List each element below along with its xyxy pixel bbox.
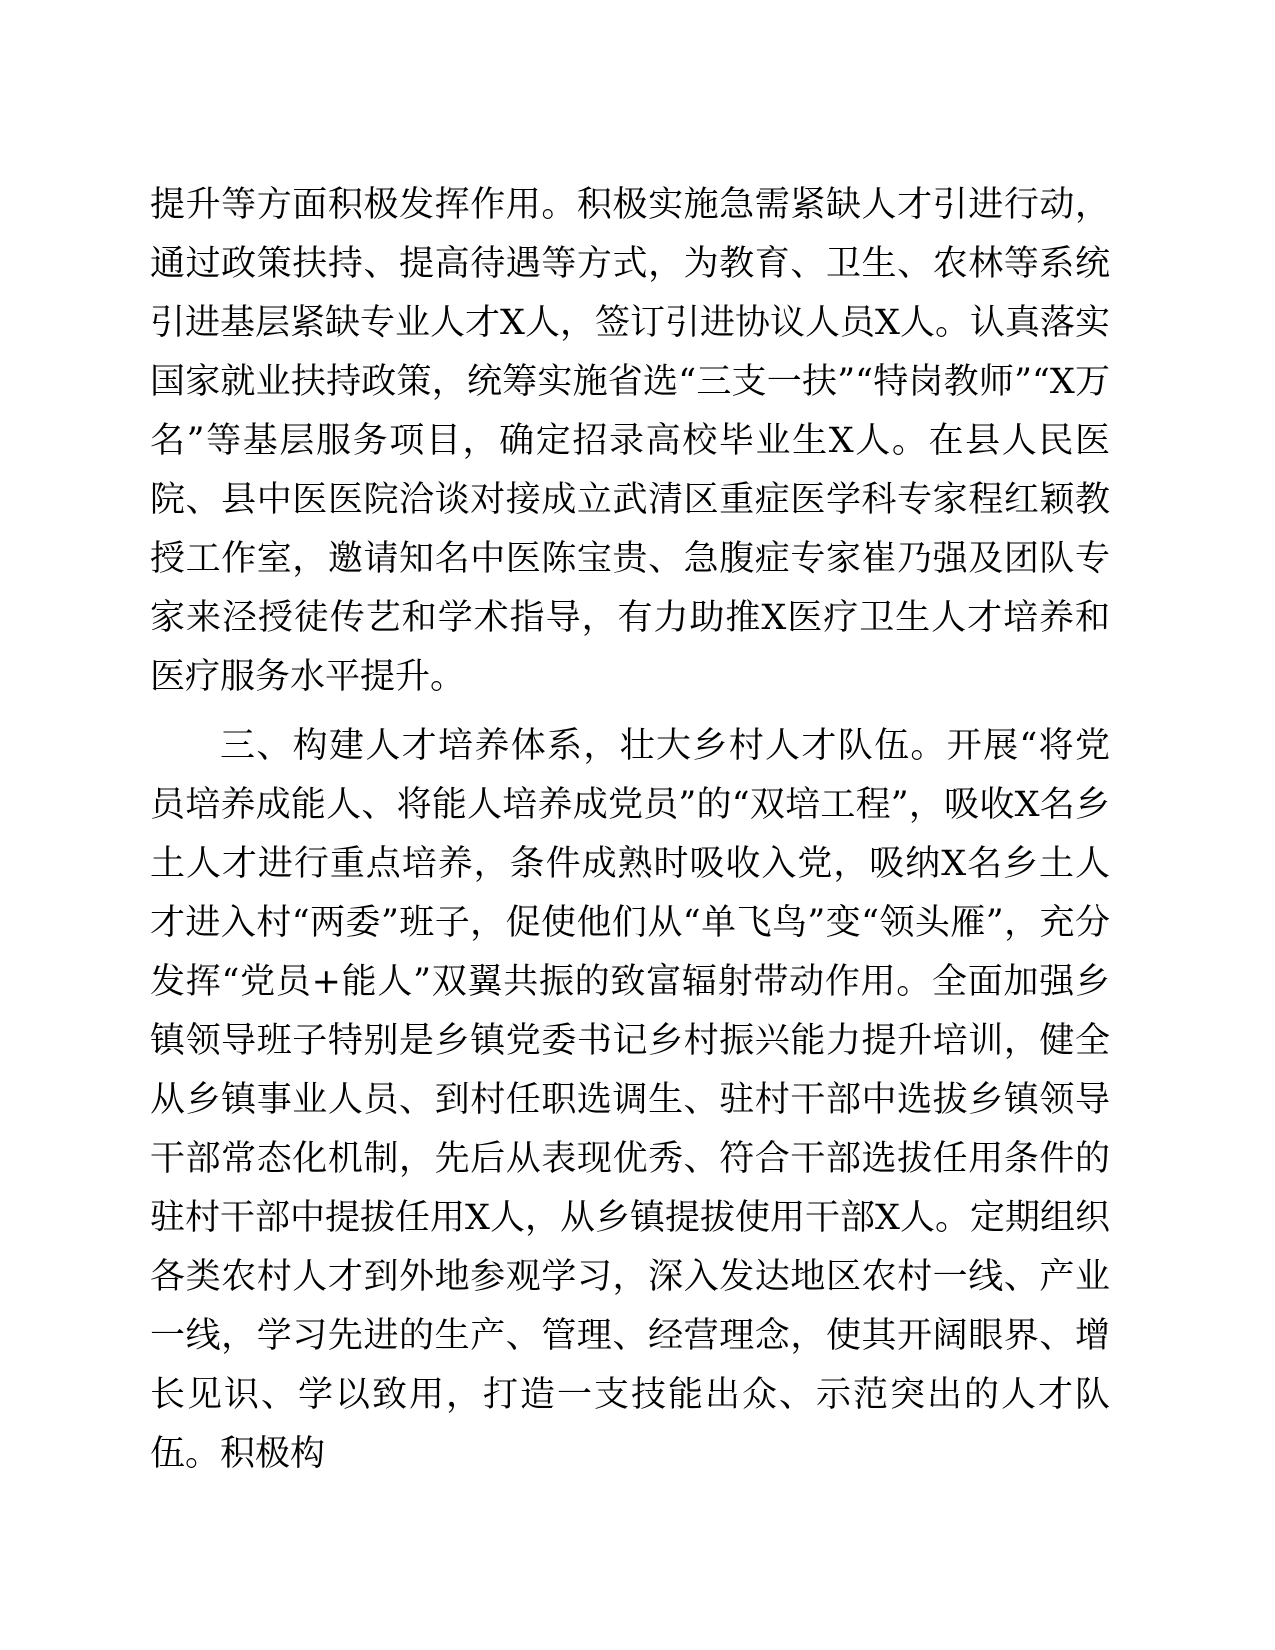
paragraph-talent-introduction: 提升等方面积极发挥作用。积极实施急需紧缺人才引进行动，通过政策扶持、提高待遇等方式，为教育、卫生、农林等系统引进基层紧缺专业人才X人，签订引进协议人员X人。认真落实国家就业扶持政策，统筹实施省选“三支一扶”“特岗教师”“X万名”等基层服务项目，确定招录高校毕业生X人。在县人民医院、县中医医院洽谈对接成立武清区重症医学科专家程红颖教授工作室，邀请知名中医陈宝贵、急腹症专家崔乃强及团队专家来泾授徒传艺和学术指导，有力助推X医疗卫生人才培养和医疗服务水平提升。 (150, 185, 1110, 697)
paragraph-section-three: 三、构建人才培养体系，壮大乡村人才队伍。开展“将党员培养成能人、将能人培养成党员”的“双培工程”，吸收X名乡土人才进行重点培养，条件成熟时吸收入党，吸纳X名乡土人才进入村“两委”班子，促使他们从“单飞鸟”变“领头雁”，充分发挥“党员+能人”双翼共振的致富辐射带动作用。全面加强乡镇领导班子特别是乡镇党委书记乡村振兴能力提升培训，健全从乡镇事业人员、到村任职选调生、驻村干部中选拔乡镇领导干部常态化机制，先后从表现优秀、符合干部选拔任用条件的驻村干部中提拔任用X人，从乡镇提拔使用干部X人。定期组织各类农村人才到外地参观学习，深入发达地区农村一线、产业一线，学习先进的生产、管理、经营理念，使其开阔眼界、增长见识、学以致用，打造一支技能出众、示范突出的人才队伍。积极构 (150, 726, 1110, 1474)
document-body (150, 176, 1110, 1484)
